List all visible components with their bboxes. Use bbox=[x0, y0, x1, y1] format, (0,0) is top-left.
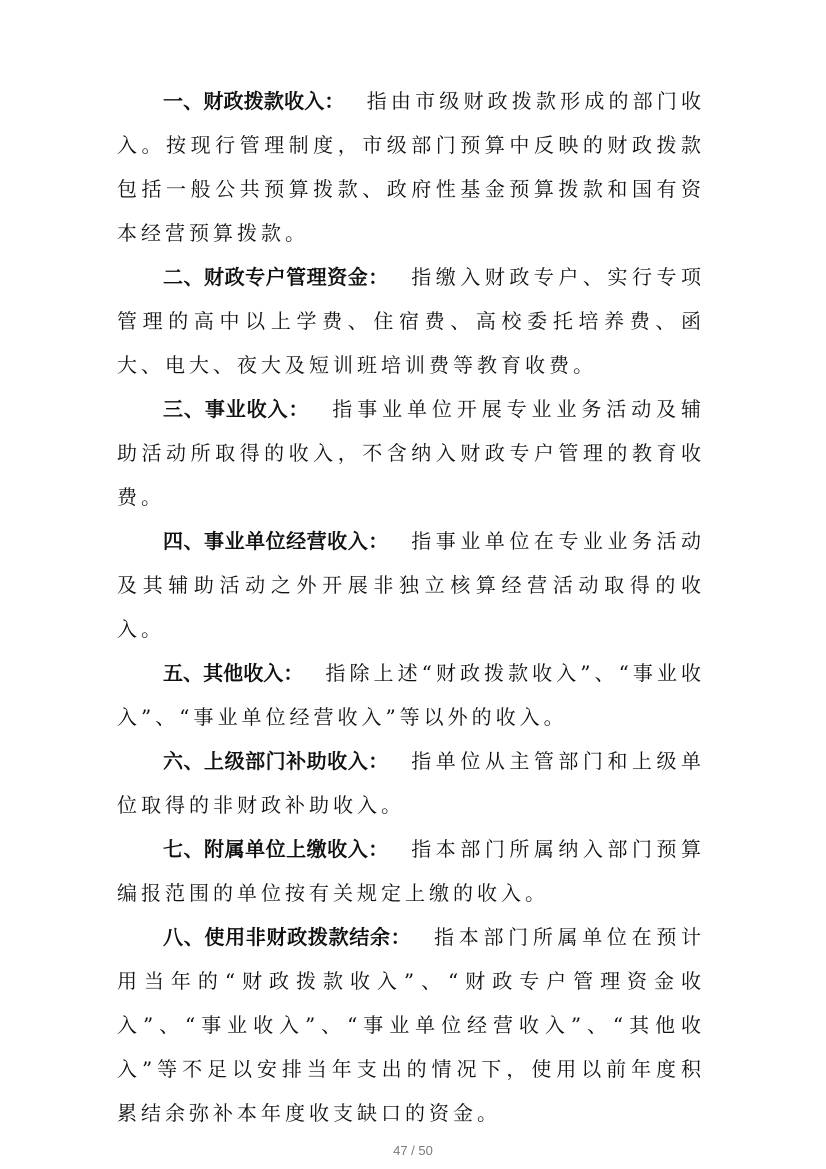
definition-text: 指事业单位在专业业务活动及其辅助活动之外开展非独立核算经营活动取得的收入。 bbox=[117, 529, 706, 641]
definition-text: 指事业单位开展专业业务活动及辅助活动所取得的收入，不含纳入财政专户管理的教育收费。 bbox=[117, 397, 706, 509]
definition-term: 八、使用非财政拨款结余： bbox=[163, 925, 412, 949]
definition-term: 一、财政拨款收入： bbox=[163, 89, 345, 113]
definition-text: 指由市级财政拨款形成的部门收入。按现行管理制度，市级部门预算中反映的财政拨款包括一般公共预算拨款、政府性基金预算拨款和国有资本经营预算拨款。 bbox=[117, 89, 706, 245]
definition-term: 四、事业单位经营收入： bbox=[163, 529, 389, 553]
definition-paragraph bbox=[117, 387, 705, 519]
definition-text: 指单位从主管部门和上级单位取得的非财政补助收入。 bbox=[117, 749, 706, 817]
definition-paragraph bbox=[117, 827, 705, 915]
definition-text: 指本部门所属单位在预计用当年的“财政拨款收入”、“财政专户管理资金收入”、“事业收入”、“事业单位经营收入”、“其他收入”等不足以安排当年支出的情况下，使用以前年度积累结余弥补本年度收支缺口的资金。 bbox=[117, 925, 706, 1125]
definition-paragraph bbox=[117, 79, 705, 255]
definition-paragraph bbox=[117, 651, 705, 739]
definition-term: 七、附属单位上缴收入： bbox=[163, 837, 389, 861]
definition-paragraph bbox=[117, 519, 705, 651]
document-body bbox=[117, 79, 705, 1135]
definition-term: 二、财政专户管理资金： bbox=[163, 265, 389, 289]
definition-text: 指缴入财政专户、实行专项管理的高中以上学费、住宿费、高校委托培养费、函大、电大、夜大及短训班培训费等教育收费。 bbox=[117, 265, 706, 377]
definition-paragraph bbox=[117, 915, 705, 1135]
definition-term: 三、事业收入： bbox=[163, 397, 310, 421]
definition-text: 指除上述“财政拨款收入”、“事业收入”、“事业单位经营收入”等以外的收入。 bbox=[117, 661, 705, 729]
definition-term: 五、其他收入： bbox=[163, 661, 304, 685]
page-number: 47 / 50 bbox=[393, 1143, 433, 1158]
definition-term: 六、上级部门补助收入： bbox=[163, 749, 389, 773]
definition-text: 指本部门所属纳入部门预算编报范围的单位按有关规定上缴的收入。 bbox=[117, 837, 706, 905]
definition-paragraph bbox=[117, 739, 705, 827]
definition-paragraph bbox=[117, 255, 705, 387]
